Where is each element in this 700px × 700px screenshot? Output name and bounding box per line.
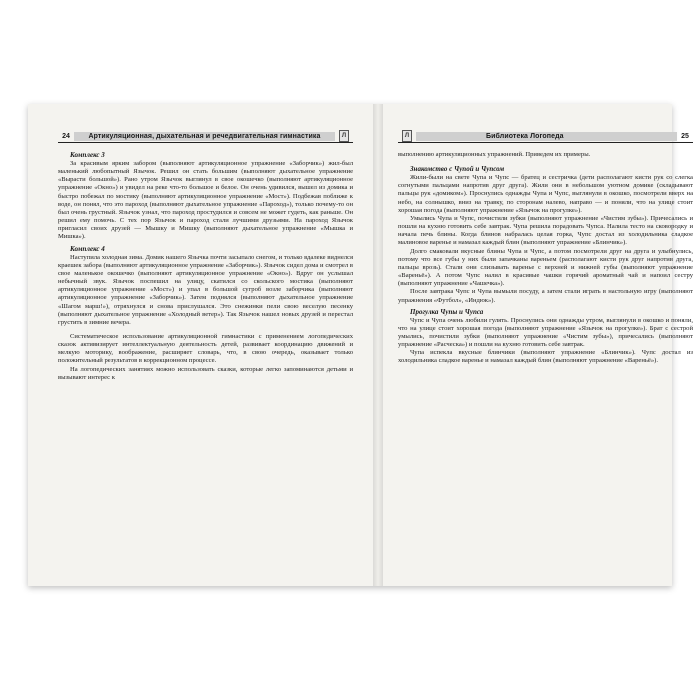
letter-l-icon: Л [402, 130, 412, 142]
letter-l-icon: Л [339, 130, 349, 142]
section-heading: Прогулка Чупы и Чупса [410, 307, 484, 316]
section-heading: Комплекс 4 [70, 244, 105, 253]
paragraph: Чупа испекла вкусные блинчики (выполняют упражнение «Блинчик»). Чупс достал из холодильника сладкое варенье и намазал каждый блин (выполняют упражнение «Вареньё»). [398, 349, 693, 365]
left-page-header [58, 130, 353, 143]
paragraph: На логопедических занятиях можно использовать сказки, которые легко запоминаются детьми и вызывают интерес к [58, 365, 353, 381]
running-title: Библиотека Логопеда [416, 132, 677, 141]
paragraph: После завтрака Чупс и Чупа вымыли посуду, а затем стали играть в настольную игру (выполняют упражнения «Футбол», «Индюк»). [398, 288, 693, 304]
book-gutter [373, 104, 383, 586]
paragraph: Жили-были на свете Чупа и Чупс — братец и сестричка (дети располагают кисти рук со слегка согнутыми пальцами напротив друг друга). Жили они в небольшом уютном домике (складывают пальцы рук «домиком»). Проснулись однажды Чупа и Чупс, выглянули в окошко, посмотрели вверх на небо, на солнышко, вниз на травку, по сторонам налево, направо — и поняли, что на улице стоит хорошая погода (выполняют упражнение «Язычок на прогулке»). [398, 174, 693, 214]
page-number: 24 [62, 132, 70, 140]
paragraph: выполнению артикуляционных упражнений. Приведем их примеры. [398, 151, 591, 158]
paragraph: Чупс и Чупа очень любили гулять. Проснулись они однажды утром, выглянули в окошко и поняли, что на улице стоит хорошая погода (выполняют упражнение «Язычок на прогулке»). Брат с сестрой умылись, почистили зубки (выполняют упражнение «Чистим зубы»), причесались (выполняют упражнение «Расческа») и пошли на кухню готовить себе завтрак. [398, 316, 693, 349]
page-number: 25 [681, 132, 689, 140]
section-heading: Знакомство с Чупой и Чупсом [410, 165, 505, 174]
paragraph: Умылись Чупа и Чупс, почистили зубки (выполняют упражнение «Чистим зубы»). Причесались и пошли на кухню готовить себе завтрак. Чупа решила порадовать Чупса. Налила тесто на сковородку и начала печь блины. Когда блинов набралась целая горка, Чупс достал из холодильника сладкое малиновое варенье и намазал каждый блин (выполняют упражнение «Блинчик»). [398, 214, 693, 247]
running-title: Артикуляционная, дыхательная и речедвигательная гимнастика [74, 132, 335, 141]
right-page-header [398, 130, 693, 143]
left-page [58, 130, 353, 382]
paragraph: Долго смаковали вкусные блины Чупа и Чупс, а потом посмотрели друг на друга и улыбнулись, потому что все губы у них были запачканы вареньем (располагают кисти рук друг напротив друга, пальцы врозь). Стали они слизывать варенье с верхней и нижней губы (выполняют упражнение «Вареньё»). А потом Чупс налил в красивые чашки горячий ароматный чай и напоил сестру (выполняют упражнение «Чашечка»). [398, 247, 693, 288]
right-page [398, 130, 693, 366]
paragraph: Наступила холодная зима. Домик нашего Язычка почти засыпало снегом, и только вдалеке виднелся краешек забора (выполняют артикуляционное упражнение «Заборчик»). Язычок сидел дома и смотрел в свое маленькое окошечко (выполняют артикуляционное упражнение «Окно»). Вдруг он услышал небычный звук. Язычок поспешил на улицу, скатился со скольского мостика (выполняют артикуляционное упражнение «Мост») и упал в большой сугроб возле заборчика (выполняют артикуляционное упражнение «Заборчик»). Затем поднялся (выполняют дыхательное упражнение «Шагом марш!»), отряхнулся и снова прислушался. Это снежинки пели свою веселую песенку (выполняют дыхательное упражнение «Холодный ветер»). Так Язычок нашел новых друзей и перестал грустить в зимние вечера. [58, 253, 353, 326]
paragraph: Систематическое использование артикуляционной гимнастики с применением логопедических сказок активизирует интеллектуальную деятельность детей, развивает координацию движений и мелкую моторику, воображение, расширяет словарь, что, в свою очередь, оказывает только положительный результатов в коррекционном процессе. [58, 332, 353, 365]
paragraph: За красивым ярким забором (выполняют артикуляционное упражнение «Заборчик») жил-был маленький любопытный Язычок. Решил он стать большим (выполняют дыхательное упражнение «Вырасти большой»). Рано утром Язычок выглянул в свое окошечко (выполняют артикуляционное упражнение «Окно») и увидел на реке что-то большое и белое. Он очень удивился, вышел из домика и быстро побежал по мостику (выполняют артикуляционное упражнение «Мост»). Подбежав поближе к воде, он понял, что это пароход (выполняют дыхательное упражнение «Пароход»), только почему-то он был очень грустный. Язычок узнал, что пароход простудился и совсем не может гудеть, как раньше. Он решил ему помочь. С тех пор Язычок и пароход стали лучшими друзьями. На пароход Язычок пригласил своих друзей — Мышку и Мишку (выполняют дыхательное упражнение «Мышка и Мишка»). [58, 160, 353, 241]
open-book [28, 104, 693, 586]
section-heading: Комплекс 3 [70, 151, 105, 159]
